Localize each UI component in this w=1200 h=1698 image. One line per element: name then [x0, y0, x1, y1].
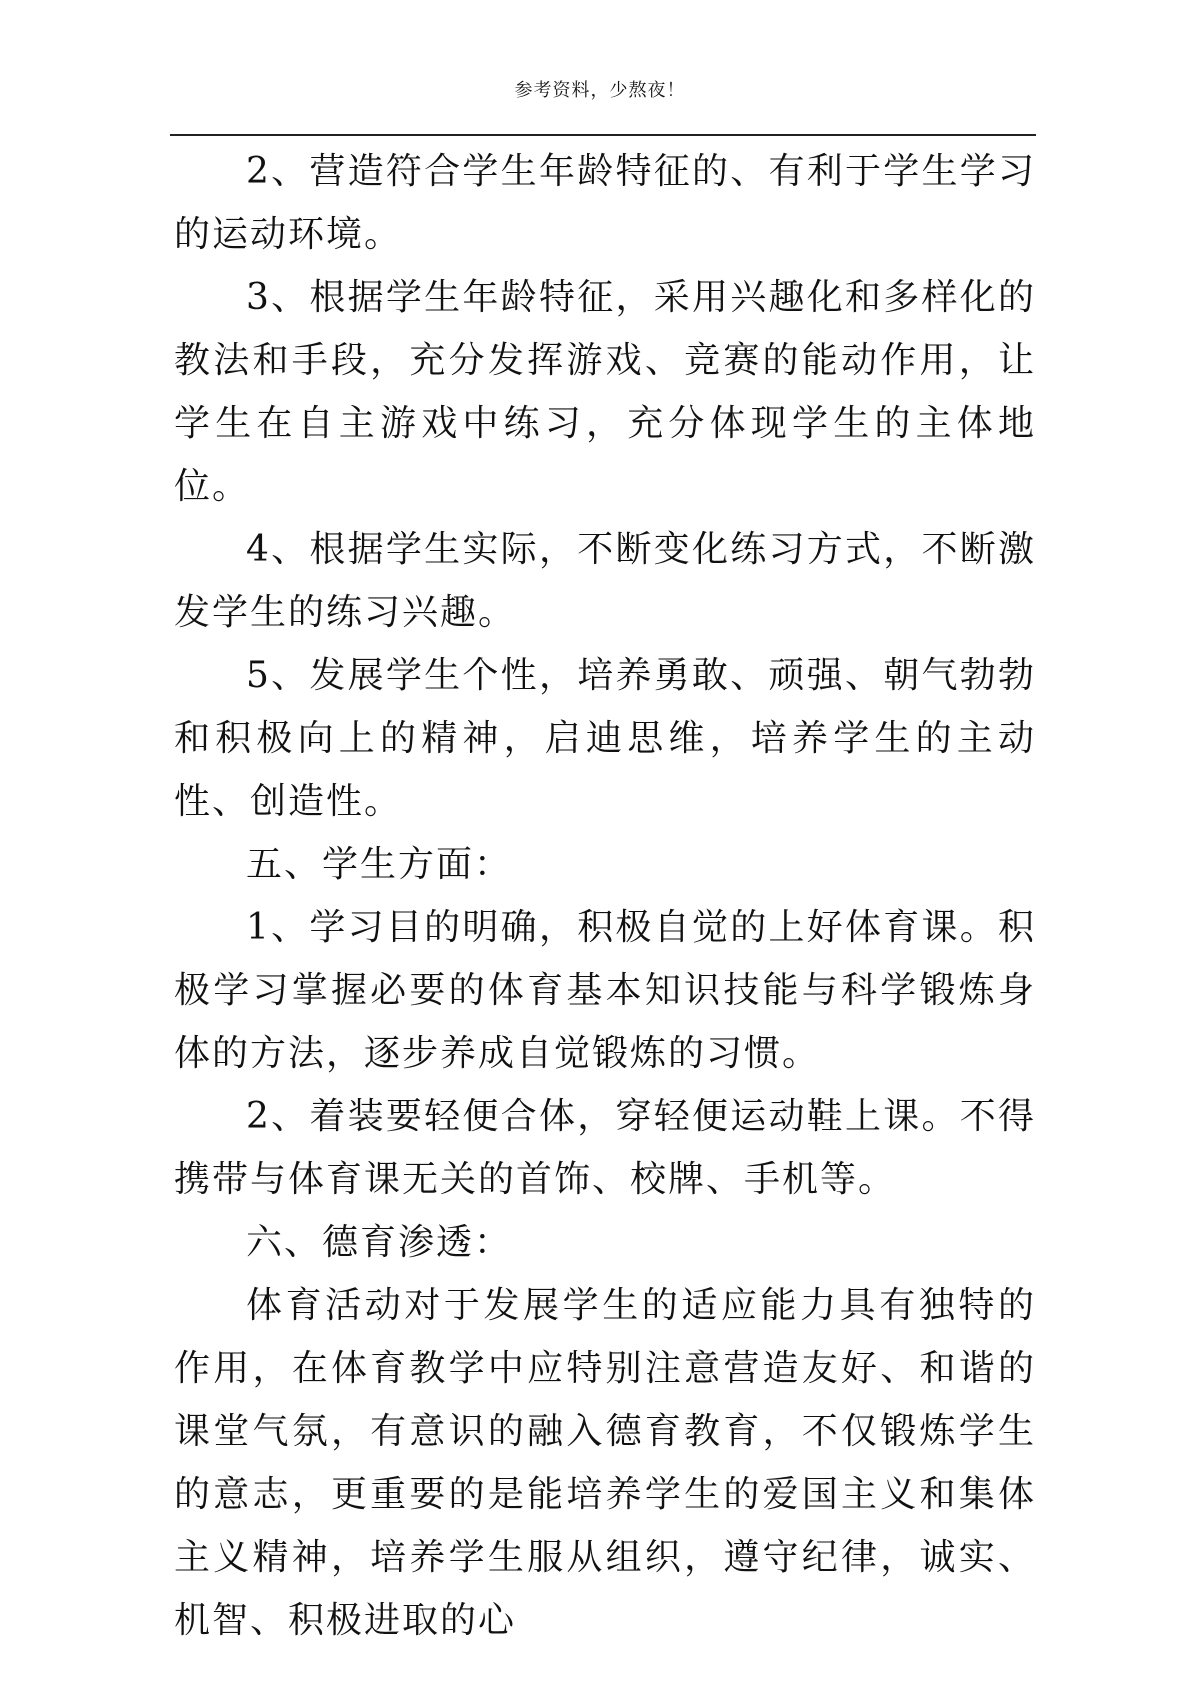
header-divider — [170, 134, 1036, 136]
paragraph-item-3: 3、根据学生年龄特征，采用兴趣化和多样化的教法和手段，充分发挥游戏、竞赛的能动作用，让学生在自主游戏中练习，充分体现学生的主体地位。 — [174, 277, 1036, 507]
paragraph-moral: 体育活动对于发展学生的适应能力具有独特的作用，在体育教学中应特别注意营造友好、和谐的课堂气氛，有意识的融入德育教育，不仅锻炼学生的意志，更重要的是能培养学生的爱国主义和集体主义精神，培养学生服从组织，遵守纪律，诚实、机智、积极进取的心 — [174, 1285, 1036, 1641]
paragraph-item-2: 2、营造符合学生年龄特征的、有利于学生学习的运动环境。 — [174, 151, 1036, 255]
document-body — [174, 140, 1036, 1652]
paragraph-student-1: 1、学习目的明确，积极自觉的上好体育课。积极学习掌握必要的体育基本知识技能与科学锻炼身体的方法，逐步养成自觉锻炼的习惯。 — [174, 907, 1036, 1074]
page-header: 参考资料，少熬夜！ — [514, 80, 686, 101]
paragraph-item-5: 5、发展学生个性，培养勇敢、顽强、朝气勃勃和积极向上的精神，启迪思维，培养学生的主动性、创造性。 — [174, 655, 1036, 822]
paragraph-item-4: 4、根据学生实际，不断变化练习方式，不断激发学生的练习兴趣。 — [174, 529, 1036, 633]
section-heading-students: 五、学生方面： — [246, 844, 513, 885]
paragraph-student-2: 2、着装要轻便合体，穿轻便运动鞋上课。不得携带与体育课无关的首饰、校牌、手机等。 — [174, 1096, 1036, 1200]
section-heading-moral: 六、德育渗透： — [246, 1222, 513, 1263]
